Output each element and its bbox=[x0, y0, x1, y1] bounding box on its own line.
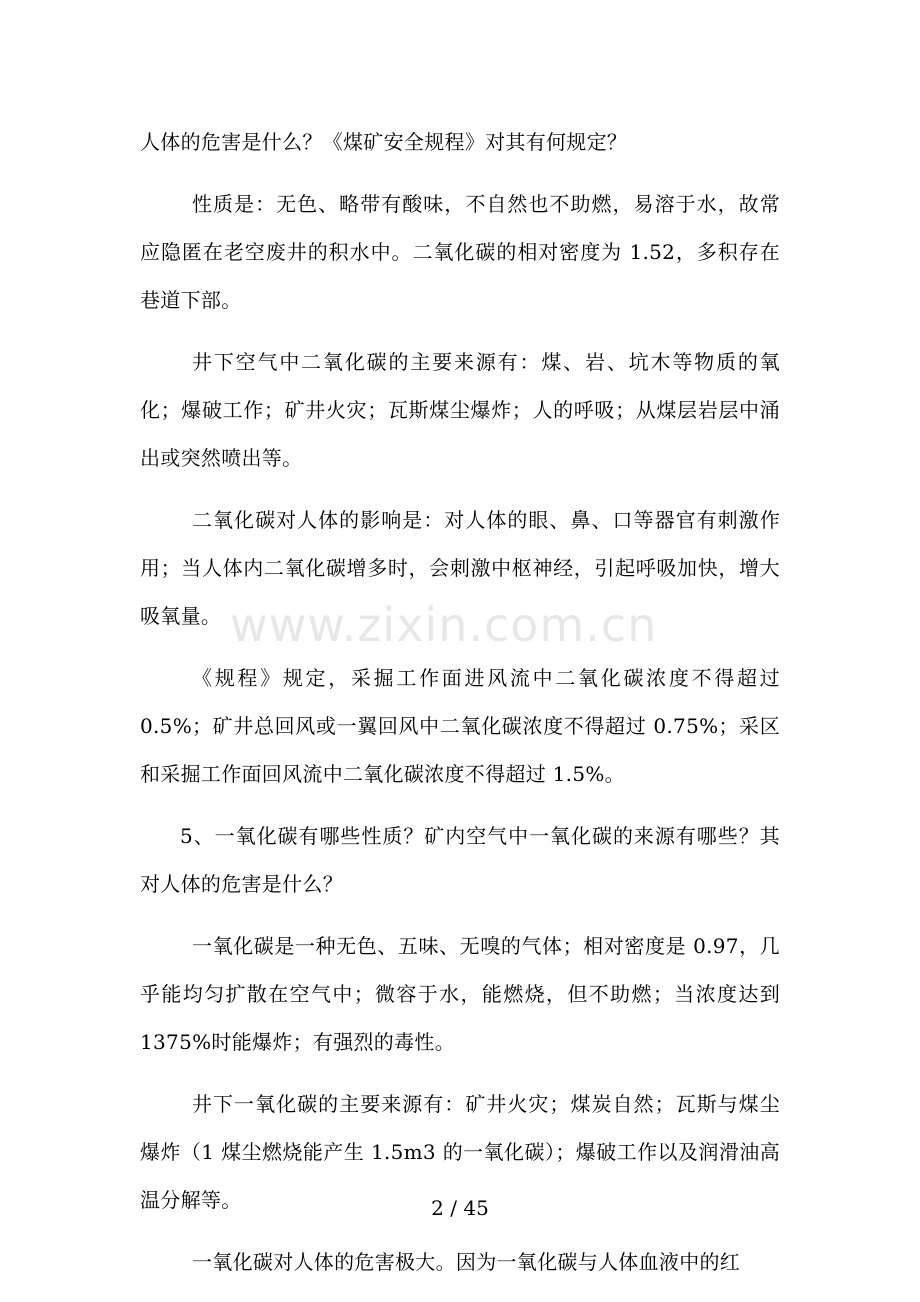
paragraph-co2-properties: 性质是：无色、略带有酸味，不自然也不助燃，易溶于水，故常应隐匿在老空废井的积水中。二氧化碳的相对密度为 1.52，多积存在巷道下部。 bbox=[140, 192, 780, 312]
question-5-heading: 5、一氧化碳有哪些性质？矿内空气中一氧化碳的来源有哪些？其对人体的危害是什么？ bbox=[140, 824, 780, 896]
paragraph-co2-effects: 二氧化碳对人体的影响是：对人体的眼、鼻、口等器官有刺激作用；当人体内二氧化碳增多时，会刺激中枢神经，引起呼吸加快，增大吸氧量。 bbox=[140, 508, 780, 628]
paragraph-continuation: 人体的危害是什么？《煤矿安全规程》对其有何规定？ bbox=[140, 130, 628, 154]
paragraph-co2-regulations: 《规程》规定，采掘工作面进风流中二氧化碳浓度不得超过 0.5%；矿井总回风或一翼回风中二氧化碳浓度不得超过 0.75%；采区和采掘工作面回风流中二氧化碳浓度不得超过 1.5%。 bbox=[140, 666, 780, 786]
body-text bbox=[140, 118, 780, 1300]
paragraph-co2-sources: 井下空气中二氧化碳的主要来源有：煤、岩、坑木等物质的氧化；爆破工作；矿井火灾；瓦斯煤尘爆炸；人的呼吸；从煤层岩层中涌出或突然喷出等。 bbox=[140, 350, 780, 470]
paragraph-co-properties: 一氧化碳是一种无色、五味、无嗅的气体；相对密度是 0.97，几乎能均匀扩散在空气中；微容于水，能燃烧，但不助燃；当浓度达到 1375%时能爆炸；有强烈的毒性。 bbox=[140, 934, 780, 1054]
paragraph-co-sources: 井下一氧化碳的主要来源有：矿井火灾；煤炭自然；瓦斯与煤尘爆炸（1 煤尘燃烧能产生 1.5m3 的一氧化碳）；爆破工作以及润滑油高温分解等。 bbox=[140, 1092, 780, 1212]
paragraph-co-hazards: 一氧化碳对人体的危害极大。因为一氧化碳与人体血液中的红 bbox=[192, 1250, 741, 1274]
watermark-text: www.zixin.com.cn bbox=[230, 598, 658, 652]
page-number: 2 / 45 bbox=[431, 1196, 489, 1220]
